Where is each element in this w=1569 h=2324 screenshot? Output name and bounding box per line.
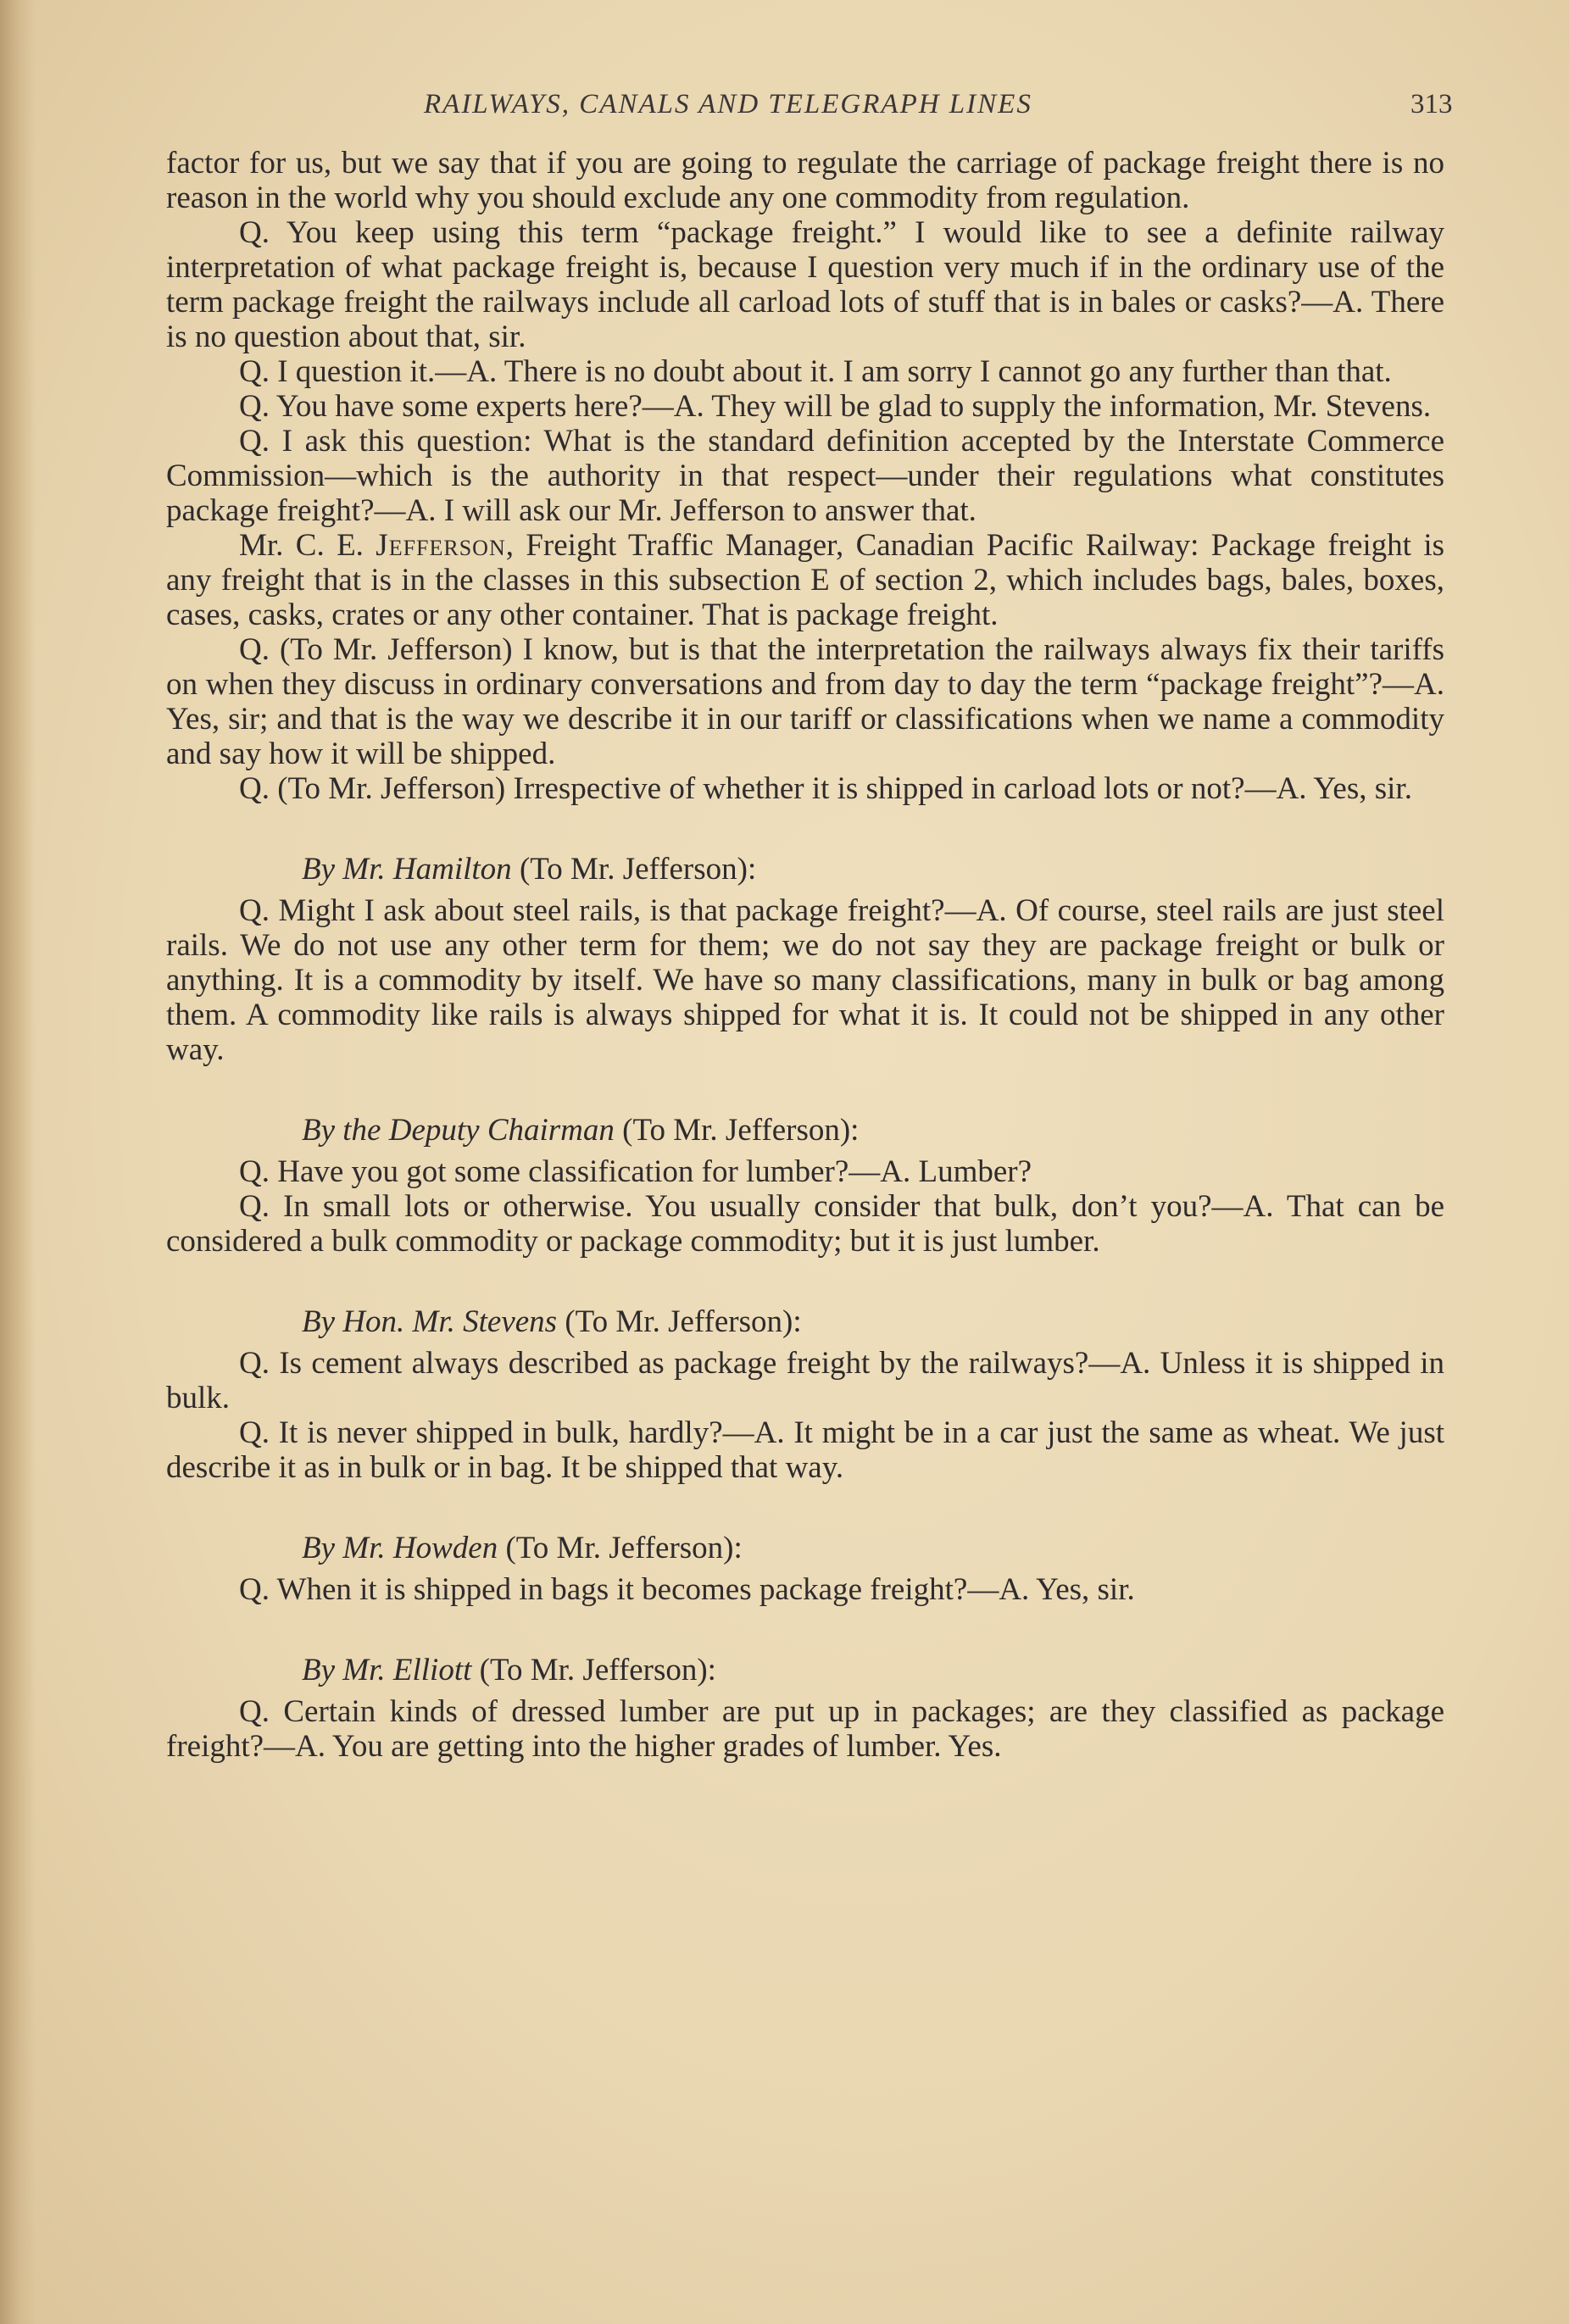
paragraph: Q. I question it.—A. There is no doubt about it. I am sorry I cannot go any further than that. [239,354,1392,389]
paragraph: Q. It is never shipped in bulk, hardly?—A. It might be in a car just the same as wheat. We just describe it as in bulk or in bag. It be shipped that way. [166,1415,1444,1485]
byline-examiner: By Hon. Mr. Stevens [302,1304,558,1339]
section-byline [166,852,1444,887]
byline-examiner: By Mr. Hamilton [302,852,512,887]
byline-addressee: (To Mr. Jefferson): [505,1531,743,1565]
binding-shadow [0,0,36,2324]
byline-examiner: By Mr. Howden [302,1531,498,1565]
jefferson-intro [166,528,1444,632]
body-text [166,146,1444,1764]
byline-examiner: By Mr. Elliott [302,1653,472,1687]
paragraph: Q. Certain kinds of dressed lumber are put up in packages; are they classified as package freight?—A. You are getting into the higher grades of lumber. Yes. [166,1694,1444,1764]
running-head: RAILWAYS, CANALS AND TELEGRAPH LINES [424,89,1032,120]
paragraph: Q. Is cement always described as package freight by the railways?—A. Unless it is shipped in bulk. [166,1346,1444,1415]
paragraph: Q. You keep using this term “package freight.” I would like to see a definite railway interpretation of what package freight is, because I question very much if in the ordinary use of the term package freight the railways include all carload lots of stuff that is in bales or casks?—A. There is no question about that, sir. [166,215,1444,354]
section-byline [166,1304,1444,1339]
paragraph: Q. You have some experts here?—A. They will be glad to supply the information, Mr. Stevens. [239,389,1432,424]
paragraph: Q. When it is shipped in bags it becomes package freight?—A. Yes, sir. [239,1572,1135,1607]
section-byline [166,1531,1444,1565]
section-byline [166,1113,1444,1148]
byline-addressee: (To Mr. Jefferson): [622,1113,860,1148]
paragraph: factor for us, but we say that if you are going to regulate the carriage of package freight there is no reason in the world why you should exclude any one commodity from regulation. [166,146,1444,215]
paragraph: Q. (To Mr. Jefferson) I know, but is that the interpretation the railways always fix their tariffs on when they discuss in ordinary conversations and from day to day the term “package freight”?—A. Yes, sir; and that is the way we describe it in our tariff or classifications when we name a commodity and say how it will be shipped. [166,632,1444,771]
paragraph: Q. I ask this question: What is the standard definition accepted by the Interstate Commerce Commission—which is the authority in that respect—under their regulations what constitutes package freight?—A. I will ask our Mr. Jefferson to answer that. [166,424,1444,528]
page-number: 313 [1410,89,1453,120]
byline-addressee: (To Mr. Jefferson): [519,852,757,887]
byline-addressee: (To Mr. Jefferson): [479,1653,716,1687]
speaker-name: Jefferson [376,528,506,563]
speaker-statement: , Freight Traffic Manager, Canadian Pacific Railway: Package freight is any freight that is in the classes in this subsection E of section 2, which includes bags, bales, boxes, cases, casks, crates or any other container. That is package freight. [166,528,1444,632]
byline-examiner: By the Deputy Chairman [302,1113,615,1148]
paragraph: Q. In small lots or otherwise. You usually consider that bulk, don’t you?—A. That can be considered a bulk commodity or package commodity; but it is just lumber. [166,1189,1444,1259]
section-byline [166,1653,1444,1687]
paragraph: Q. Have you got some classification for lumber?—A. Lumber? [239,1154,1032,1189]
paragraph: Q. Might I ask about steel rails, is that package freight?—A. Of course, steel rails are just steel rails. We do not use any other term for them; we do not say they are package freight or bulk or anything. It is a commodity by itself. We have so many classifications, many in bulk or bag among them. A commodity like rails is always shipped for what it is. It could not be shipped in any other way. [166,893,1444,1067]
speaker-prefix: Mr. C. E. [239,528,364,563]
byline-addressee: (To Mr. Jefferson): [565,1304,802,1339]
paragraph: Q. (To Mr. Jefferson) Irrespective of whether it is shipped in carload lots or not?—A. Yes, sir. [239,771,1412,806]
